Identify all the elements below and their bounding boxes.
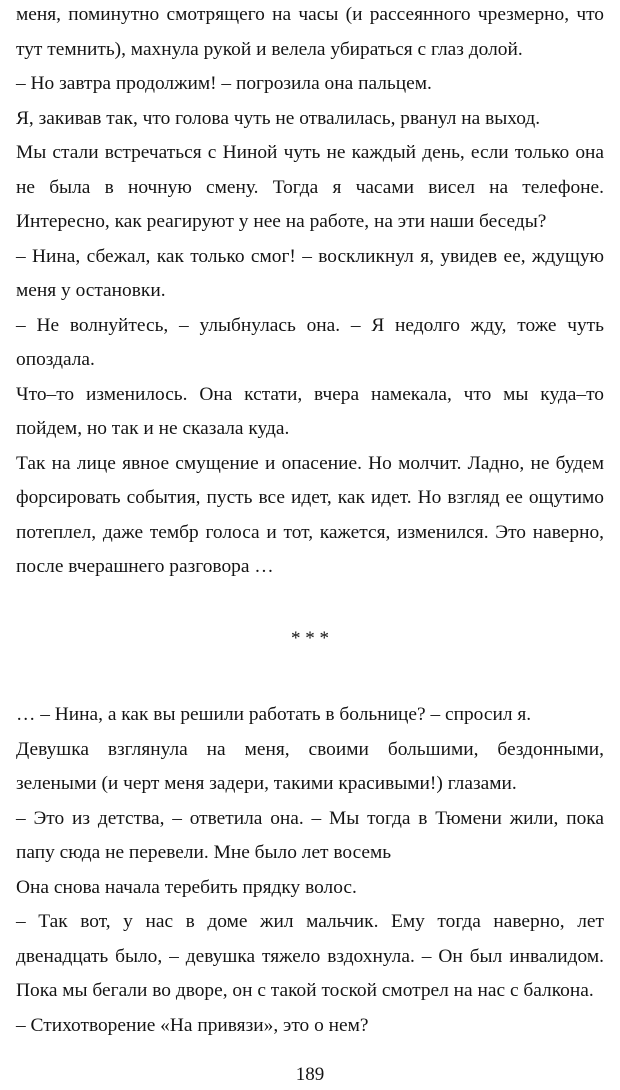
paragraph: – Это из детства, – ответила она. – Мы тогда в Тюмени жили, пока папу сюда не перевели. Мне было лет восемь (16, 807, 604, 863)
paragraph: – Нина, сбежал, как только смог! – воскликнул я, увидев ее, ждущую меня у остановки. (16, 245, 604, 301)
paragraph: … – Нина, а как вы решили работать в больнице? – спросил я. (16, 704, 532, 725)
paragraph: – Не волнуйтесь, – улыбнулась она. – Я недолго жду, тоже чуть опоздала. (16, 314, 604, 370)
paragraph: Я, закивав так, что голова чуть не отвалилась, рванул на выход. (16, 107, 541, 129)
paragraph: Девушка взглянула на меня, своими большими, бездонными, зелеными (и черт меня задери, такими красивыми!) глазами. (16, 738, 604, 794)
text-after-break (16, 698, 604, 1043)
paragraph: – Так вот, у нас в доме жил мальчик. Ему тогда наверно, лет двенадцать было, – девушка тяжело вздохнула. – Он был инвалидом. Пока мы бегали во дворе, он с такой тоской смотрел на нас с балкона. (16, 911, 604, 1001)
paragraph: – Стихотворение «На привязи», это о нем? (16, 1014, 369, 1036)
paragraph: Так на лице явное смущение и опасение. Но молчит. Ладно, не будем форсировать события, пусть все идет, как идет. Но взгляд ее ощутимо потеплел, даже тембр голоса и тот, кажется, изменился. Это наверно, после вчерашнего разговора … (16, 452, 604, 577)
page-number: 189 (295, 1064, 325, 1085)
paragraph: Мы стали встречаться с Ниной чуть не каждый день, если только она не была в ночную смену. Тогда я часами висел на телефоне. Интересно, как реагируют у нее на работе, на эти наши беседы? (16, 142, 604, 232)
text-before-break (16, 0, 604, 585)
scene-break: * * * (291, 628, 329, 649)
paragraph: Что–то изменилось. Она кстати, вчера намекала, что мы куда–то пойдем, но так и не сказала куда. (16, 383, 604, 439)
paragraph: – Но завтра продолжим! – погрозила она пальцем. (16, 73, 432, 94)
paragraph: меня, поминутно смотрящего на часы (и рассеянного чрезмерно, что тут темнить), махнула рукой и велела убираться с глаз долой. (16, 4, 604, 60)
paragraph: Она снова начала теребить прядку волос. (16, 876, 357, 898)
